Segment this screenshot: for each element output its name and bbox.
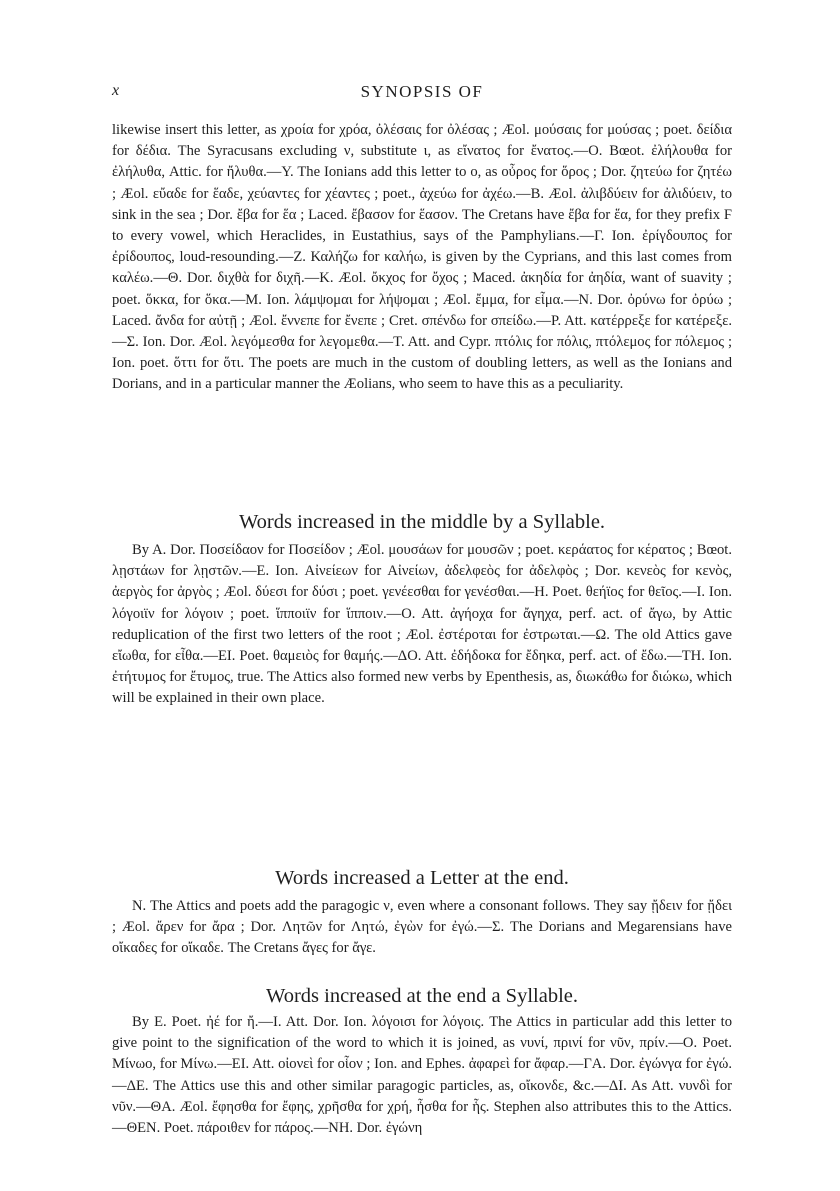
syllable-end-paragraph: By E. Poet. ἠέ for ἤ.—I. Att. Dor. Ion. λόγοισι for λόγοις. The Attics in particular add this letter to give point to the signification of the word to which it is joined, as νυνί, πρινί for νῦν, πρίν.—O. Poet. Μίνωο, for Μίνω.—EI. Att. οἰονεὶ for οἷον ; Ion. and Ephes. ἀφαρεὶ for ἄφαρ.—ΓA. Dor. ἐγώνγα for ἐγώ.—ΔE. The Attics use this and other similar paragogic particles, as, οἴκονδε, &c.—ΔI. As Att. νυνδὶ for νῦν.—ΘA. Æol. ἔφησθα for ἔφης, χρῆσθα for χρή, ἦσθα for ἧς. Stephen also attributes this to the Attics.—ΘEN. Poet. πάροιθεν for πάρος.—NH. Dor. ἐγώνη: [112, 1014, 732, 1137]
page-title: SYNOPSIS OF: [360, 82, 484, 101]
page-body: [112, 120, 732, 1139]
running-head: [112, 82, 732, 106]
page-number: x: [112, 82, 120, 99]
letter-end-paragraph: N. The Attics and poets add the paragogic ν, even where a consonant follows. They say ᾔδειν for ᾔδει ; Æol. ἄρεν for ἄρα ; Dor. Λητῶν for Λητώ, ἐγὼν for ἐγώ.—Σ. The Dorians and Megarensians have οἴκαδες for οἴκαδε. The Cretans ἄγες for ἄγε.: [112, 898, 732, 957]
section-heading-middle-syllable: Words increased in the middle by a Syllable.: [238, 511, 606, 533]
section-heading-letter-end: Words increased a Letter at the end.: [275, 867, 569, 889]
section-heading-syllable-end: Words increased at the end a Syllable.: [265, 985, 578, 1007]
intro-paragraph: likewise insert this letter, as χροία for χρόα, ὀλέσαις for ὀλέσας ; Æol. μούσαις for μούσας ; poet. δείδια for δέδια. The Syracusans excluding ν, substitute ι, as εἴνατος for ἔνατος.—O. Bœot. ἐλήλουθα for ἐλήλυθα, Attic. for ἤλυθα.—Y. The Ionians add this letter to ο, as οὖρος for ὅρος ; Dor. ζητεύω for ζητέω ; Æol. εὔαδε for ἕαδε, χεύαντες for χέαντες ; poet., ἀχεύω for ἀχέω.—B. Æol. ἀλιβδύειν for ἀλιδύειν, to sink in the sea ; Dor. ἔβα for ἕα ; Laced. ἔβασον for ἕασον. The Cretans have ἔβα for ἕα, for they prefix Ϝ to every vowel, which Heraclides, in Eustathius, says of the Pamphylians.—Γ. Ion. ἐρίγδουπος for ἐρίδουπος, loud-resounding.—Z. Καλήζω for καλήω, is given by the Cyprians, and this last comes from καλέω.—Θ. Dor. διχθὰ for διχῆ.—K. Æol. ὄκχος for ὄχος ; Maced. ἀκηδία for ἀηδία, want of suavity ; poet. ὅκκα, for ὅκα.—M. Ion. λάμψομαι for λήψομαι ; Æol. ἔμμα, for εἷμα.—N. Dor. ὀρύνω for ὀρύω ; Laced. ἄνδα for αὐτῇ ; Æol. ἔννεπε for ἔνεπε ; Cret. σπένδω for σπείδω.—P. Att. κατέρρεξε for κατέρεξε.—Σ. Ion. Dor. Æol. λεγόμεσθα for λεγομεθα.—T. Att. and Cypr. πτόλις for πόλις, πτόλεμος for πόλεμος ; Ion. poet. ὅττι for ὅτι. The poets are much in the custom of doubling letters, as well as the Ionians and Dorians, and in a particular manner the Æolians, who seem to have this as a peculiarity.: [112, 122, 732, 393]
middle-syllable-paragraph: By A. Dor. Ποσείδαον for Ποσείδον ; Æol. μουσάων for μουσῶν ; poet. κεράατος for κέρατος ; Bœot. λῃστάων for λῃστῶν.—E. Ion. Αἰνείεων for Αἰνείων, ἀδελφεὸς for ἀδελφὸς ; Dor. κενεὸς for κενὸς, ἀεργὸς for ἀργὸς ; Æol. δύεσι for δύσι ; poet. γενέεσθαι for γενέσθαι.—H. Poet. θεήϊος for θεῖος.—I. Ion. λόγοιϊν for λόγοιν ; poet. ἵπποιϊν for ἵπποιν.—O. Att. ἀγήοχα for ἄγηχα, perf. act. of ἄγω, by Attic reduplication of the first two letters of the root ; Æol. ἐστέροται for ἐστρωται.—Ω. The old Attics gave εἴωθα, for εἶθα.—EI. Poet. θαμειὸς for θαμής.—ΔO. Att. ἐδήδοκα for ἔδηκα, perf. act. of ἔδω.—TH. Ion. ἐτήτυμος for ἔτυμος, true. The Attics also formed new verbs by Epenthesis, as, διωκάθω for διώκω, which will be explained in their own place.: [112, 542, 732, 707]
